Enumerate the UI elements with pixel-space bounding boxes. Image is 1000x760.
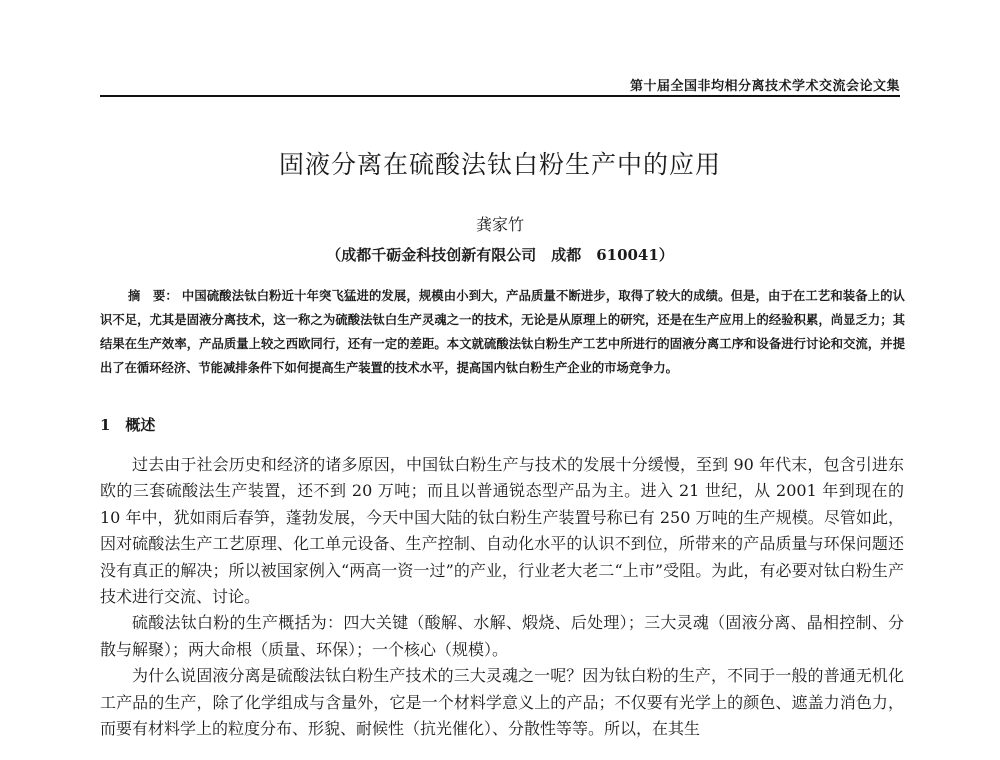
abstract — [100, 284, 905, 380]
abstract-text: 中国硫酸法钛白粉近十年突飞猛进的发展，规模由小到大，产品质量不断进步，取得了较大的成绩。但是，由于在工艺和装备上的认识不足，尤其是固液分离技术，这一称之为硫酸法钛白生产灵魂之一的技术，无论是从原理上的研究，还是在生产应用上的经验积累，尚显乏力；其结果在生产效率，产品质量上较之西欧同行，还有一定的差距。本文就硫酸法钛白粉生产工艺中所进行的固液分离工序和设备进行讨论和交流，并提出了在循环经济、节能减排条件下如何提高生产装置的技术水平，提高国内钛白粉生产企业的市场竞争力。 — [100, 288, 905, 375]
author-affiliation: （成都千砺金科技创新有限公司 成都 610041） — [326, 246, 674, 264]
author-name: 龚家竹 — [475, 215, 524, 234]
abstract-label: 摘 要： — [128, 288, 178, 303]
header-rule — [100, 95, 900, 97]
section-heading: 1 概述 — [100, 416, 156, 434]
body-paragraph: 硫酸法钛白粉的生产概括为：四大关键（酸解、水解、煅烧、后处理）；三大灵魂（固液分离、晶相控制、分散与解聚）；两大命根（质量、环保）；一个核心（规模）。 — [100, 613, 904, 659]
paper-title: 固液分离在硫酸法钛白粉生产中的应用 — [278, 150, 721, 179]
body-paragraph: 为什么说固液分离是硫酸法钛白粉生产技术的三大灵魂之一呢？因为钛白粉的生产，不同于一般的普通无机化工产品的生产，除了化学组成与含量外，它是一个材料学意义上的产品；不仅要有光学上的颜色、遮盖力消色力，而要有材料学上的粒度分布、形貌、耐候性（抗光催化）、分散性等等。所以，在其生 — [100, 666, 904, 739]
running-header: 第十届全国非均相分离技术学术交流会论文集 — [629, 79, 900, 94]
body-paragraph: 过去由于社会历史和经济的诸多原因，中国钛白粉生产与技术的发展十分缓慢，至到 90 年代末，包含引进东欧的三套硫酸法生产装置，还不到 20 万吨；而且以普通锐态型产品为主。进入 21 世纪，从 2001 年到现在的 10 年中，犹如雨后春笋，蓬勃发展，今天中国大陆的钛白粉生产装置号称已有 250 万吨的生产规模。尽管如此，因对硫酸法生产工艺原理、化工单元设备、生产控制、自动化水平的认识不到位，所带来的产品质量与环保问题还没有真正的解决；所以被国家例入“两高一资一过”的产业，行业老大老二“上市”受阻。为此，有必要对钛白粉生产技术进行交流、讨论。 — [100, 455, 904, 607]
section-body — [100, 452, 904, 742]
